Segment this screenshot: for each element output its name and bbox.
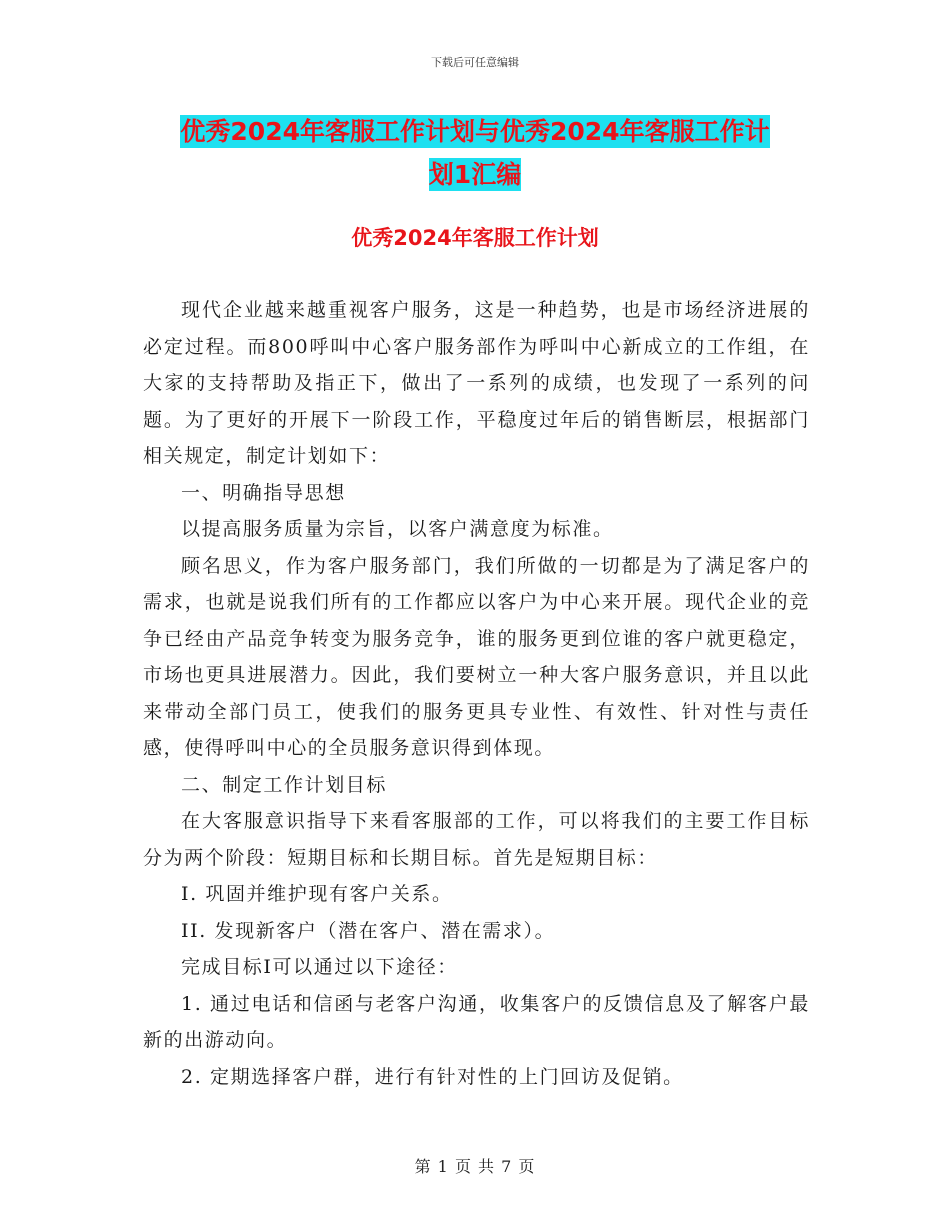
- list-item-goal-1: I. 巩固并维护现有客户关系。: [181, 883, 453, 905]
- paragraph-customer-focus: 顾名思义，作为客户服务部门，我们所做的一切都是为了满足客户的需求，也就是说我们所有的工作都应以客户为中心来开展。现代企业的竞争已经由产品竞争转变为服务竞争，谁的服务更到位谁的客户就更稳定，市场也更具进展潜力。因此，我们要树立一种大客户服务意识，并且以此来带动全部门员工，使我们的服务更具专业性、有效性、针对性与责任感，使得呼叫中心的全员服务意识得到体现。: [143, 554, 810, 759]
- paragraph-goal-stages: 在大客服意识指导下来看客服部的工作，可以将我们的主要工作目标分为两个阶段：短期目标和长期目标。首先是短期目标：: [143, 810, 810, 869]
- header-note: 下载后可任意编辑: [431, 56, 519, 69]
- document-title: [150, 110, 800, 196]
- list-item-goal-2: II. 发现新客户（潜在客户、潜在需求）。: [181, 919, 556, 942]
- paragraph-intro: 现代企业越来越重视客户服务，这是一种趋势，也是市场经济进展的必定过程。而800呼叫中心客户服务部作为呼叫中心新成立的工作组，在大家的支持帮助及指正下，做出了一系列的成绩，也发现了一系列的问题。为了更好的开展下一阶段工作，平稳度过年后的销售断层，根据部门相关规定，制定计划如下：: [143, 299, 810, 467]
- title-line-1: 优秀2024年客服工作计划与优秀2024年客服工作计: [180, 117, 770, 146]
- section-title: 优秀2024年客服工作计划: [351, 226, 599, 250]
- list-item-approach-2: 2. 定期选择客户群，进行有针对性的上门回访及促销。: [181, 1065, 684, 1088]
- list-item-approach-1: 1. 通过电话和信函与老客户沟通，收集客户的反馈信息及了解客户最新的出游动向。: [143, 992, 810, 1051]
- page-number: 第 1 页 共 7 页: [414, 1157, 536, 1176]
- paragraph-goal-1-approach: 完成目标I可以通过以下途径：: [181, 956, 458, 978]
- title-line-2: 划1汇编: [428, 160, 522, 189]
- heading-work-goals: 二、制定工作计划目标: [181, 773, 388, 796]
- heading-guiding-idea: 一、明确指导思想: [181, 481, 346, 504]
- document-body: [143, 292, 810, 1095]
- paragraph-purpose: 以提高服务质量为宗旨，以客户满意度为标准。: [181, 518, 614, 540]
